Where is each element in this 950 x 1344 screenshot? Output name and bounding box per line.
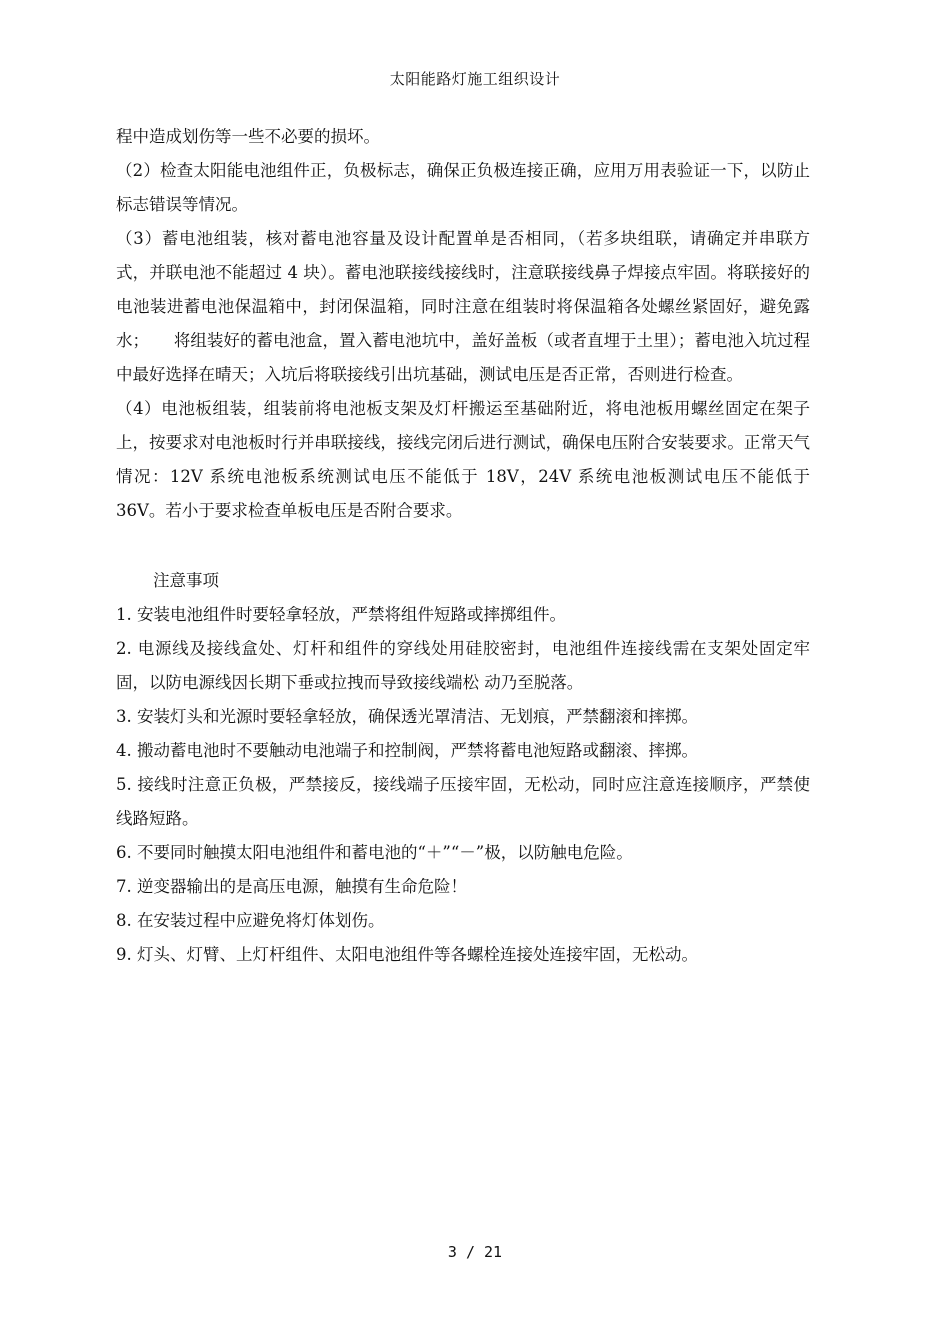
note-item-1: 1. 安装电池组件时要轻拿轻放，严禁将组件短路或摔掷组件。 [116,605,566,624]
note-item-2: 2. 电源线及接线盒处、灯杆和组件的穿线处用硅胶密封，电池组件连接线需在支架处固定牢固，以防电源线因长期下垂或拉拽而导致接线端松 动乃至脱落。 [116,639,810,692]
document-body [116,120,810,972]
note-item-3: 3. 安装灯头和光源时要轻拿轻放，确保透光罩清洁、无划痕，严禁翻滚和摔掷。 [116,707,698,726]
note-item-7: 7. 逆变器输出的是高压电源，触摸有生命危险！ [116,877,467,896]
paragraph-step-2: （2）检查太阳能电池组件正，负极标志，确保正负极连接正确，应用万用表验证一下，以防止标志错误等情况。 [116,161,810,214]
section-spacer [116,528,810,564]
page-number: 3 / 21 [447,1243,503,1261]
paragraph-step-3: （3）蓄电池组装，核对蓄电池容量及设计配置单是否相同，（若多块组联，请确定并串联方式，并联电池不能超过 4 块）。蓄电池联接线接线时，注意联接线鼻子焊接点牢固。将联接好的电池装进蓄电池保温箱中，封闭保温箱，同时注意在组装时将保温箱各处螺丝紧固好，避免露水； 将组装好的蓄电池盒，置入蓄电池坑中，盖好盖板（或者直埋于土里）；蓄电池入坑过程中最好选择在晴天；入坑后将联接线引出坑基础，测试电压是否正常，否则进行检查。 [116,229,810,384]
note-item-6: 6. 不要同时触摸太阳电池组件和蓄电池的“＋”“－”极，以防触电危险。 [116,843,633,862]
note-item-4: 4. 搬动蓄电池时不要触动电池端子和控制阀，严禁将蓄电池短路或翻滚、摔掷。 [116,741,698,760]
page-header-title: 太阳能路灯施工组织设计 [389,70,561,88]
paragraph-step-4: （4）电池板组装，组装前将电池板支架及灯杆搬运至基础附近，将电池板用螺丝固定在架子上，按要求对电池板时行并串联接线，接线完闭后进行测试，确保电压附合安装要求。正常天气情况：12V 系统电池板系统测试电压不能低于 18V，24V 系统电池板测试电压不能低于 36V。若小于要求检查单板电压是否附合要求。 [116,399,810,520]
notes-heading: 注意事项 [153,571,219,590]
note-item-9: 9. 灯头、灯臂、上灯杆组件、太阳电池组件等各螺栓连接处连接牢固，无松动。 [116,945,698,964]
note-item-8: 8. 在安装过程中应避免将灯体划伤。 [116,911,385,930]
paragraph-continuation: 程中造成划伤等一些不必要的损坏。 [116,127,380,146]
note-item-5: 5. 接线时注意正负极，严禁接反，接线端子压接牢固，无松动，同时应注意连接顺序，严禁使线路短路。 [116,775,810,828]
